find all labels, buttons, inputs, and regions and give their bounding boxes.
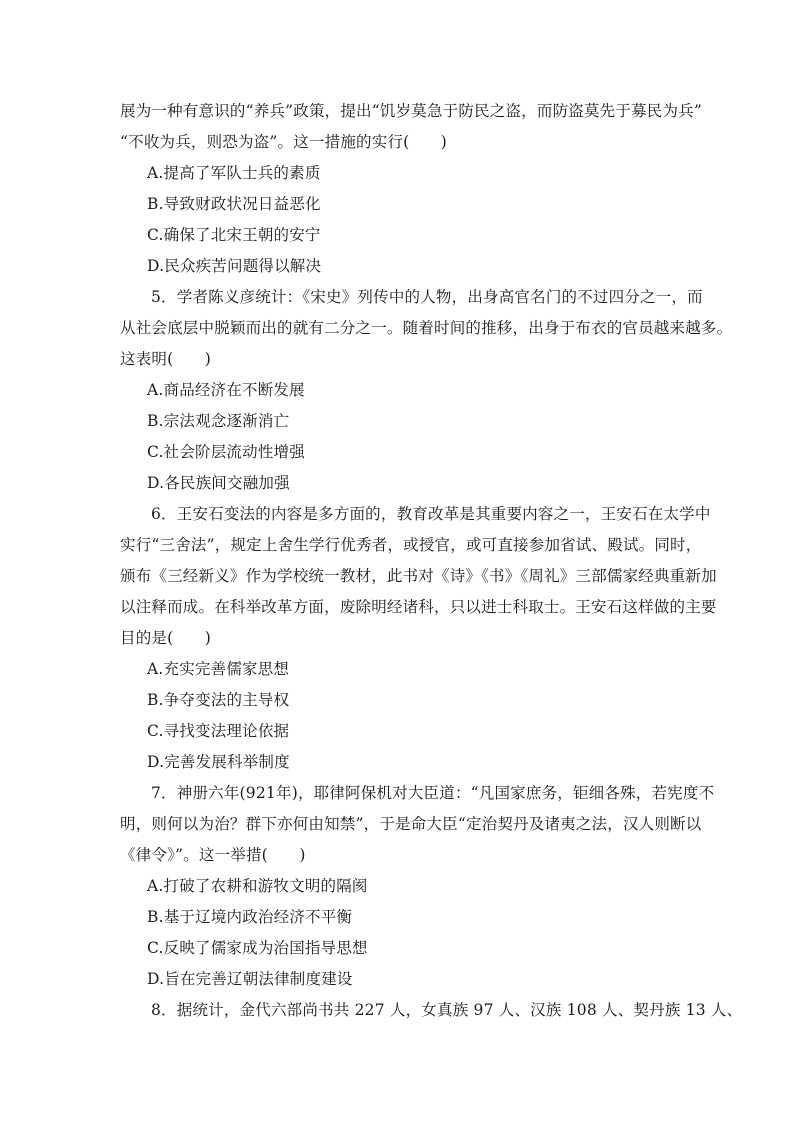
- question-text-line: “不收为兵，则恐为盗”。这一措施的实行( ): [120, 133, 448, 151]
- option-c: C.确保了北宋王朝的安宁: [147, 226, 321, 244]
- option-b: B.争夺变法的主导权: [147, 691, 290, 709]
- question-text-line: 5．学者陈义彦统计：《宋史》列传中的人物，出身高官名门的不过四分之一，而: [151, 288, 703, 306]
- question-text-line: 《律令》”。这一举措( ): [120, 846, 306, 864]
- question-text-line: 这表明( ): [120, 350, 211, 368]
- option-d: D.民众疾苦问题得以解决: [147, 257, 322, 275]
- question-text-line: 从社会底层中脱颖而出的就有二分之一。随着时间的推移，出身于布衣的官员越来越多。: [120, 319, 733, 337]
- option-a: A.充实完善儒家思想: [147, 660, 290, 678]
- question-text-line: 以注释而成。在科举改革方面，废除明经诸科，只以进士科取士。王安石这样做的主要: [120, 598, 717, 616]
- option-b: B.宗法观念逐渐消亡: [147, 412, 290, 430]
- question-text-line: 明，则何以为治？群下亦何由知禁”，于是命大臣“定治契丹及诸夷之法，汉人则断以: [120, 815, 702, 833]
- question-text-line: 实行“三舍法”，规定上舍生学行优秀者，或授官，或可直接参加省试、殿试。同时，: [120, 536, 702, 554]
- question-text-line: 目的是( ): [120, 629, 211, 647]
- question-6: [120, 499, 717, 778]
- option-d: D.各民族间交融加强: [147, 474, 290, 492]
- option-c: C.寻找变法理论依据: [147, 722, 290, 740]
- option-c: C.反映了儒家成为治国指导思想: [147, 939, 368, 957]
- option-b: B.导致财政状况日益恶化: [147, 195, 321, 213]
- question-8: [120, 995, 743, 1026]
- question-text-line: 7．神册六年(921年)，耶律阿保机对大臣道：“凡国家庶务，钜细各殊，若宪度不: [151, 784, 715, 802]
- option-a: A.打破了农耕和游牧文明的隔阂: [147, 877, 368, 895]
- option-d: D.完善发展科举制度: [147, 753, 290, 771]
- question-text-line: 展为一种有意识的“养兵”政策，提出“饥岁莫急于防民之盗，而防盗莫先于募民为兵”: [120, 102, 702, 120]
- question-4: [120, 96, 702, 282]
- option-a: A.商品经济在不断发展: [147, 381, 305, 399]
- question-5: [120, 282, 733, 499]
- option-c: C.社会阶层流动性增强: [147, 443, 305, 461]
- option-d: D.旨在完善辽朝法律制度建设: [147, 970, 353, 988]
- question-text-line: 颁布《三经新义》作为学校统一教材，此书对《诗》《书》《周礼》三部儒家经典重新加: [120, 567, 717, 585]
- option-a: A.提高了军队士兵的素质: [147, 164, 321, 182]
- question-text-line: 6．王安石变法的内容是多方面的，教育改革是其重要内容之一，王安石在太学中: [151, 505, 711, 523]
- option-b: B.基于辽境内政治经济不平衡: [147, 908, 353, 926]
- question-text-line: 8．据统计，金代六部尚书共 227 人，女真族 97 人、汉族 108 人、契丹族 13 人、: [151, 1001, 743, 1019]
- question-7: [120, 778, 715, 995]
